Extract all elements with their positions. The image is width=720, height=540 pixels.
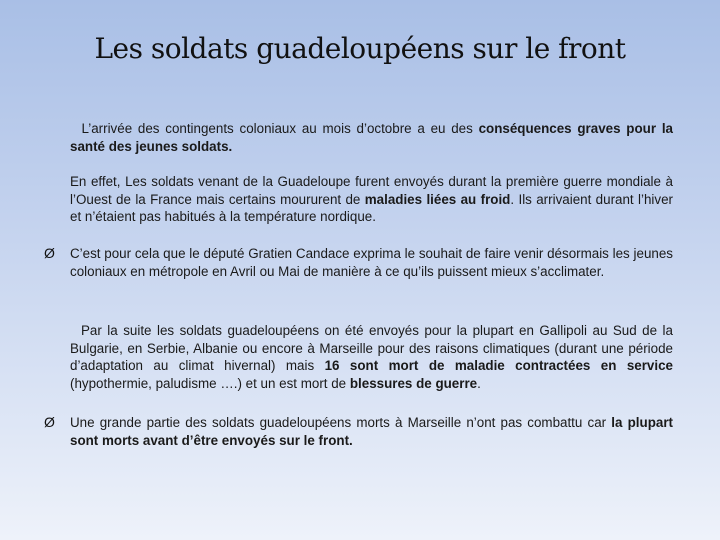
paragraph-gallipoli bbox=[70, 322, 673, 392]
paragraph-marseille-text: Une grande partie des soldats guadeloupéens morts à Marseille n’ont pas combattu car bbox=[70, 415, 612, 430]
paragraph-marseille-bold: la plupart sont morts avant d’être envoyés sur le front. bbox=[70, 415, 673, 448]
paragraph-cold-text-1: En effet, Les soldats venant de la Guadeloupe furent envoyés durant la première guerre mondiale à l’Ouest de la France mais certains moururent de bbox=[70, 174, 673, 207]
paragraph-cold-text-2: . Ils arrivaient durant l’hiver et n’étaient pas habitués à la température nordique. bbox=[70, 191, 674, 224]
paragraph-gallipoli-text-2: (hypothermie, paludisme ….) et un est mort de bbox=[70, 375, 350, 391]
slide-title: Les soldats guadeloupéens sur le front bbox=[94, 32, 626, 65]
paragraph-marseille bbox=[70, 414, 673, 449]
paragraph-arrival-text: L’arrivée des contingents coloniaux au mois d’octobre a eu des bbox=[81, 121, 479, 136]
paragraph-gallipoli-bold-2: blessures de guerre bbox=[349, 375, 478, 391]
paragraph-candace-text: C’est pour cela que le député Gratien Candace exprima le souhait de faire venir désormais les jeunes coloniaux en métropole en Avril ou Mai de manière à ce qu’ils puissent mieux s’acclimater. bbox=[70, 246, 673, 279]
paragraph-candace bbox=[70, 245, 673, 280]
paragraph-cold bbox=[70, 173, 673, 226]
paragraph-arrival bbox=[70, 120, 673, 155]
paragraph-cold-bold: maladies liées au froid bbox=[364, 191, 511, 207]
paragraph-gallipoli-bold-1: 16 sont mort de maladie contractées en service bbox=[324, 358, 673, 373]
arrow-bullet-icon: Ø bbox=[44, 245, 55, 261]
arrow-bullet-icon: Ø bbox=[44, 414, 55, 430]
paragraph-gallipoli-text-3: . bbox=[477, 375, 481, 391]
paragraph-gallipoli-text-1: Par la suite les soldats guadeloupéens on été envoyés pour la plupart en Gallipoli au Sud de la Bulgarie, en Serbie, Albanie ou encore à Marseille pour des raisons climatiques (durant une période d’adaptation au climat hivernal) mais bbox=[70, 323, 673, 373]
paragraph-arrival-bold: conséquences graves pour la santé des jeunes soldats. bbox=[70, 121, 673, 154]
